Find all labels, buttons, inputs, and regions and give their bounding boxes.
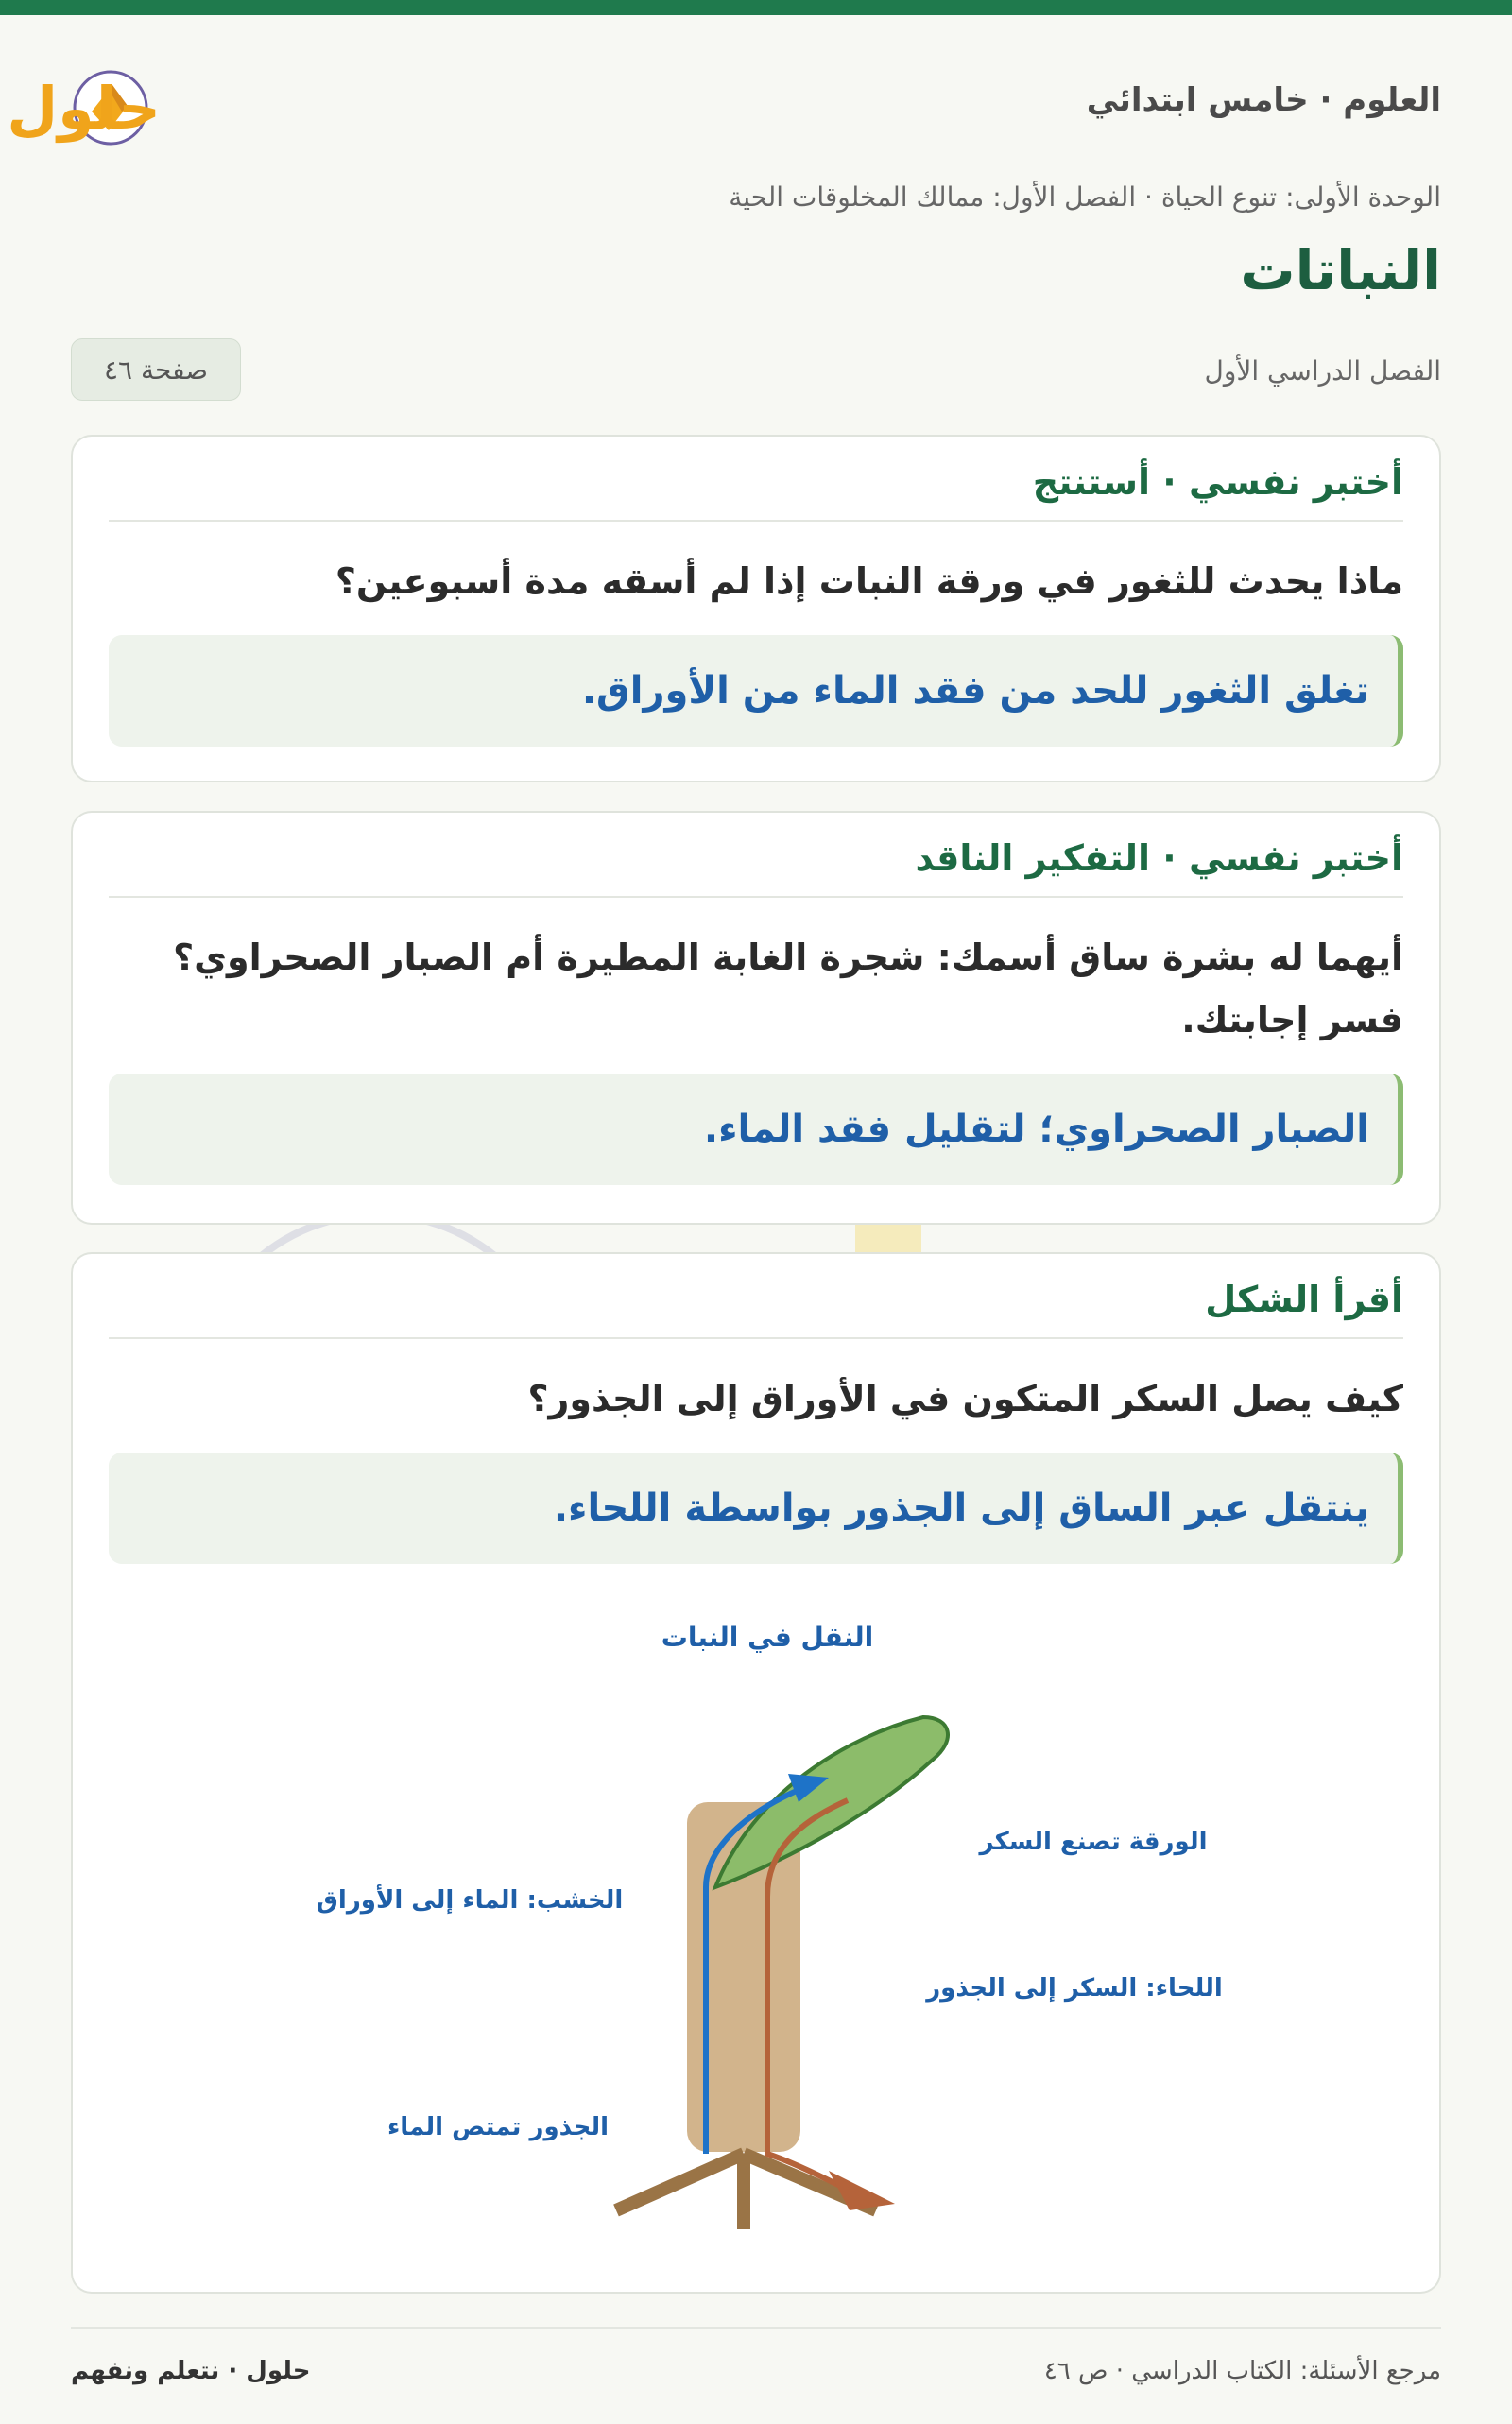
term-label: الفصل الدراسي الأول <box>1204 355 1441 387</box>
top-accent-bar <box>0 0 1512 15</box>
xylem-label: الخشب: الماء إلى الأوراق <box>316 1886 624 1915</box>
question-card-1 <box>71 435 1441 782</box>
diagram-title: النقل في النبات <box>661 1622 874 1653</box>
root-left <box>616 2154 744 2210</box>
page-header <box>7 53 1441 157</box>
question-text: ماذا يحدث للثغور في ورقة النبات إذا لم أسقه مدة أسبوعين؟ <box>335 560 1403 602</box>
page-number-chip: صفحة ٤٦ <box>71 338 241 401</box>
hulul-logo[interactable] <box>7 53 326 157</box>
answer-box <box>109 1453 1403 1564</box>
logo-wordmark: حلول <box>7 74 161 143</box>
page-footer <box>71 2327 1441 2385</box>
answer-text: تغلق الثغور للحد من فقد الماء من الأوراق. <box>581 669 1369 713</box>
answer-box <box>109 635 1403 747</box>
subject-label: العلوم · خامس ابتدائي <box>1086 81 1441 119</box>
card-heading: أختبر نفسي · التفكير الناقد <box>109 813 1403 898</box>
answer-text: الصبار الصحراوي؛ لتقليل فقد الماء. <box>703 1108 1369 1151</box>
footer-brand: حلول · نتعلم ونفهم <box>71 2357 311 2385</box>
question-card-2 <box>71 811 1441 1225</box>
leaf-label: الورقة تصنع السكر <box>979 1828 1208 1856</box>
page-title: النباتات <box>1240 238 1441 302</box>
roots-group <box>616 2154 876 2229</box>
card-heading: أختبر نفسي · أستنتج <box>109 437 1403 522</box>
question-card-3 <box>71 1252 1441 2294</box>
phloem-label: اللحاء: السكر إلى الجذور <box>926 1974 1223 2003</box>
roots-label: الجذور تمتص الماء <box>387 2113 610 2141</box>
card-heading: أقرأ الشكل <box>109 1254 1403 1339</box>
answer-text: ينتقل عبر الساق إلى الجذور بواسطة اللحاء. <box>553 1487 1369 1530</box>
answer-box <box>109 1074 1403 1185</box>
breadcrumb: الوحدة الأولى: تنوع الحياة · الفصل الأول: ممالك المخلوقات الحية <box>729 181 1441 213</box>
footer-reference: مرجع الأسئلة: الكتاب الدراسي · ص ٤٦ <box>1043 2357 1441 2385</box>
question-text: أيهما له بشرة ساق أسمك: شجرة الغابة المطيرة أم الصبار الصحراوي؟ فسر إجابتك. <box>173 937 1403 1040</box>
plant-transport-diagram <box>101 1575 1415 2275</box>
question-text: كيف يصل السكر المتكون في الأوراق إلى الجذور؟ <box>527 1378 1403 1419</box>
